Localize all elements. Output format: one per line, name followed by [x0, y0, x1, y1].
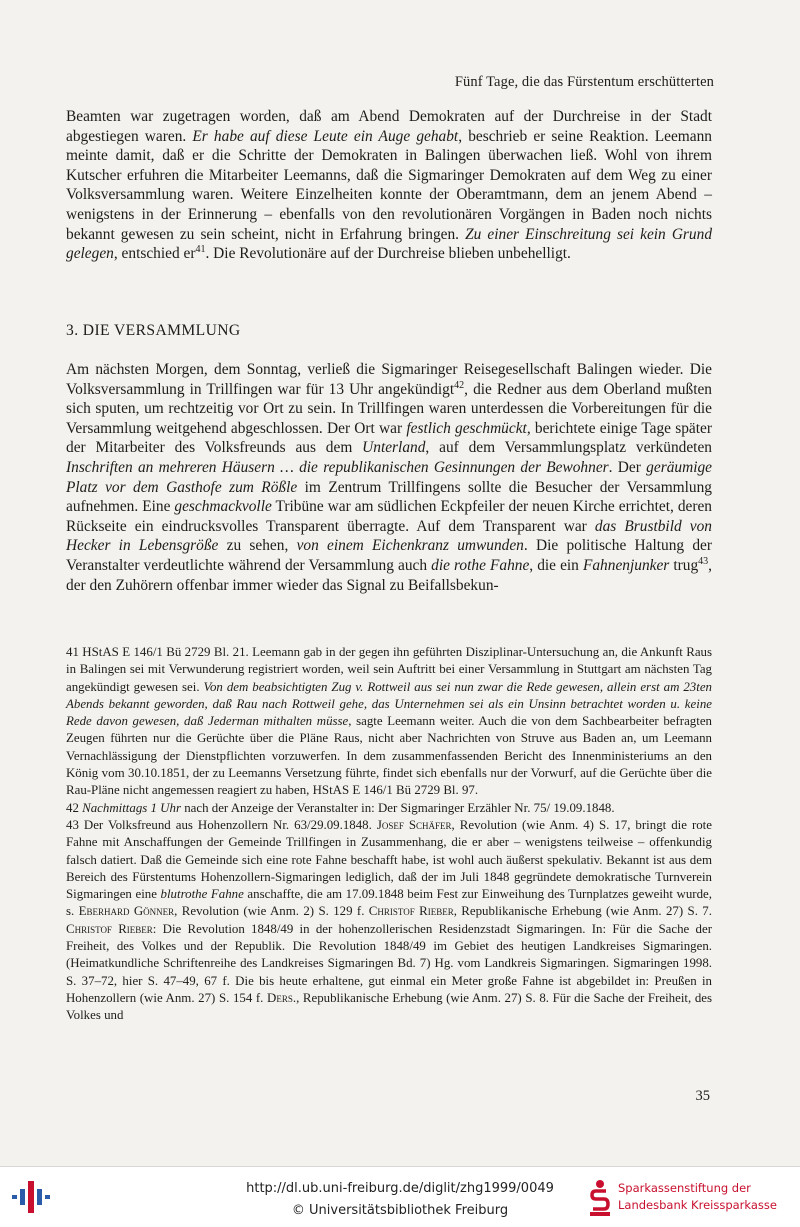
italic-text: Er habe auf diese Leute ein Auge gehabt	[192, 127, 459, 145]
paragraph-2	[66, 360, 712, 595]
source-url-link[interactable]: http://dl.ub.uni-freiburg.de/diglit/zhg1999/0049	[246, 1181, 554, 1196]
italic-text: Fahnenjunker	[582, 556, 670, 574]
footnote-42	[66, 800, 712, 817]
italic-text: blutrothe Fahne	[160, 887, 244, 902]
text-run: , auf dem Versammlungsplatz verkündeten	[425, 439, 712, 457]
sponsor-line-2: Landesbank Kreissparkasse	[618, 1198, 777, 1212]
author-name: Josef Schäfer	[376, 817, 452, 832]
paragraph-1	[66, 107, 712, 264]
text-run: , entschied er	[113, 245, 196, 263]
author-name: Ders.	[267, 990, 297, 1005]
text-run: . Der	[608, 458, 647, 476]
footnote-43	[66, 817, 712, 1025]
author-name: Christof Rieber	[368, 904, 454, 919]
text-run: trug	[669, 556, 699, 574]
text-run: , Republikanische Erhebung (wie Anm. 27) S. 7.	[453, 904, 712, 919]
sponsor-line-1: Sparkassenstiftung der	[618, 1181, 751, 1195]
text-run: nach der Anzeige der Veranstalter in: Der Sigmaringer Erzähler Nr. 75/ 19.09.1848.	[180, 800, 615, 815]
footnotes	[66, 644, 712, 1025]
running-head: Fünf Tage, die das Fürstentum erschütterten	[454, 74, 714, 90]
text-run: Tribüne war am südlichen Eckpfeiler der neuen Kirche errichtet, deren Rückseite ein eindrucksvolles Transparent überragte. Auf dem Transparent war	[66, 498, 713, 535]
text-run: , Revolution (wie Anm. 2) S. 129 f.	[174, 904, 369, 919]
text-run: , die ein	[529, 556, 583, 574]
text-run: 43 Der Volksfreund aus Hohenzollern Nr. 63/29.09.1848.	[66, 817, 377, 832]
italic-text: Von dem beabsichtigten Zug v. Rottweil aus sei nun zwar die Rede gewesen, allein erst am 23ten Abends bekannt geworden, daß Rau nach Rottweil gehe, das Unternehmen sei als ein Unsinn betrachtet worden u. keine Rede davon gewesen, daß Jederman mithalten müsse	[66, 679, 712, 729]
sparkasse-s-icon	[590, 1179, 610, 1217]
text-run: , der den Zuhörern offenbar immer wieder das Signal zu Beifallsbekun-	[66, 556, 713, 594]
viewer-footer	[0, 1166, 800, 1227]
italic-text: Unterland	[362, 439, 426, 457]
text-run: : Die Revolution 1848/49 in der hohenzollerischen Residenzstadt Sigmaringen. In: Für die Sache der Freiheit, des Volkes und der Republik. Die Revolution 1848/49 im Gebiet des heutigen Landkreises Sigmaringen. (Heimatkundliche Schriftenreihe des Landkreises Sigmaringen Bd. 7) Hg. vom Landkreis Sigmaringen. Sigmaringen 1998. S. 37–72, hier S. 47–49, 67 f. Die bis heute erhaltene, gut einmal ein Meter große Fahne ist abgebildet in: Preußen in Hohenzollern (wie Anm. 27) S. 154 f.	[66, 921, 712, 1005]
text-run: , sagte Leemann weiter. Auch die von dem Sachbearbeiter befragten Zeugen führten nur die Gerüchte über die Pläne Raus, nicht aber Nachrichten von Struve aus Baden an, um Leemann Vernachlässigung der Dienstpflichten vorzuwerfen. In dem zusammenfassenden Bericht des Innenministeriums an den König vom 30.10.1851, der zu Leemanns Versetzung führte, findet sich ebenfalls nur der Vorwurf, auf die Gerüchte über die Rau-Pläne nicht angemessen reagiert zu haben, HStAS E 146/1 Bü 2729 Bl. 97.	[66, 714, 712, 798]
text-run: Am nächsten Morgen, dem Sonntag, verließ die Sigmaringer Reisegesellschaft Balingen wieder. Die Volksversammlung in Trillfingen war für 13 Uhr angekündigt	[66, 361, 712, 398]
text-run: , beschrieb er seine Reaktion. Leemann meinte damit, daß er die Schritte der Demokraten in Balingen überwachen ließ. Wohl von ihrem Kutscher erfuhren die Mitarbeiter Leemanns, daß die Sigmaringer Demokraten auf dem Weg zu einer Volksversammlung waren. Weitere Einzelheiten konnte der Oberamtmann, dem an jenem Abend – wenigstens in der Erinnerung – ebenfalls von den revolutionären Vorgängen in Baden noch nichts bekannt gewesen zu sein scheint, nicht in Erfahrung bringen.	[66, 127, 712, 243]
text-run: . Die Revolutionäre auf der Durchreise blieben unbehelligt.	[205, 245, 571, 263]
italic-text: das Brustbild von Hecker in Lebensgröße	[66, 517, 712, 555]
text-run: , Republikanische Erhebung (wie Anm. 27) S. 8. Für die Sache der Freiheit, des Volkes und	[66, 990, 713, 1023]
text-run: , Revolution (wie Anm. 4) S. 17, bringt die rote Fahne mit Anschaffungen der Gemeinde Trillfingen in Zusammenhang, die er aber – wenigstens teilweise – offenkundig falsch datiert. Daß die Gemeinde sich eine rote Fahne beschafft habe, ist wohl auch äußerst spekulativ. Bekannt ist aus dem Bereich des Fürstentums Hohenzollern-Sigmaringen lediglich, daß der im Juli 1848 gegründete demokratische Turnverein Sigmaringen eine	[66, 817, 712, 902]
text-run: im Zentrum Trillfingens sollte die Besucher der Versammlung aufnehmen. Eine	[66, 478, 713, 516]
copyright-notice: © Universitätsbibliothek Freiburg	[291, 1203, 509, 1218]
author-name: Christof Rieber	[66, 921, 153, 936]
text-run: , die Redner aus dem Oberland mußten sich sputen, um rechtzeitig vor Ort zu sein. In Trillfingen waren unterdessen die Vorbereitungen für die Versammlung weitgehend abgeschlossen. Der Ort war	[66, 380, 713, 437]
footnote-ref: 43	[698, 555, 709, 567]
footnote-41	[66, 644, 712, 800]
text-run: 42	[66, 800, 83, 815]
italic-text: geräumige Platz vor dem Gasthofe zum Rößle	[66, 458, 712, 496]
italic-text: geschmackvolle	[174, 498, 272, 516]
footnote-ref: 42	[454, 379, 465, 391]
italic-text: Nachmittags 1 Uhr	[82, 800, 181, 815]
text-run: , berichtete einige Tage später der Mitarbeiter des Volksfreunds aus dem	[66, 419, 712, 457]
italic-text: Zu einer Einschreitung sei kein Grund gelegen	[66, 225, 713, 263]
section-heading: 3. DIE VERSAMMLUNG	[66, 322, 241, 339]
sponsor-logo	[590, 1177, 795, 1221]
text-run: 41 HStAS E 146/1 Bü 2729 Bl. 21. Leemann gab in der gegen ihn geführten Disziplinar-Untersuchung an, die Ankunft Raus in Balingen sei mit Verwunderung registriert worden, weil sein Auftritt bei einer Versammlung in Stuttgart am nächsten Tag angekündigt gewesen sei.	[66, 645, 712, 694]
italic-text: festlich geschmückt	[406, 419, 527, 437]
footnote-ref: 41	[195, 244, 206, 256]
page-number: 35	[695, 1088, 710, 1104]
text-run: Beamten war zugetragen worden, daß am Abend Demokraten auf der Durchreise in der Stadt abgestiegen waren.	[66, 108, 712, 145]
italic-text: Inschriften an mehreren Häusern … die republikanischen Gesinnungen der Bewohner	[66, 458, 609, 476]
text-run: . Die politische Haltung der Veranstalter verdeutlichte während der Versammlung auch	[66, 537, 713, 574]
italic-text: von einem Eichenkranz umwunden	[296, 537, 524, 555]
text-run: zu sehen,	[218, 537, 297, 555]
italic-text: die rothe Fahne	[431, 556, 530, 574]
text-run: anschaffte, die am 17.09.1848 beim Fest zur Einweihung des Turnplatzes geweiht wurde, s.	[66, 887, 712, 919]
author-name: Eberhard Gönner	[78, 904, 175, 919]
